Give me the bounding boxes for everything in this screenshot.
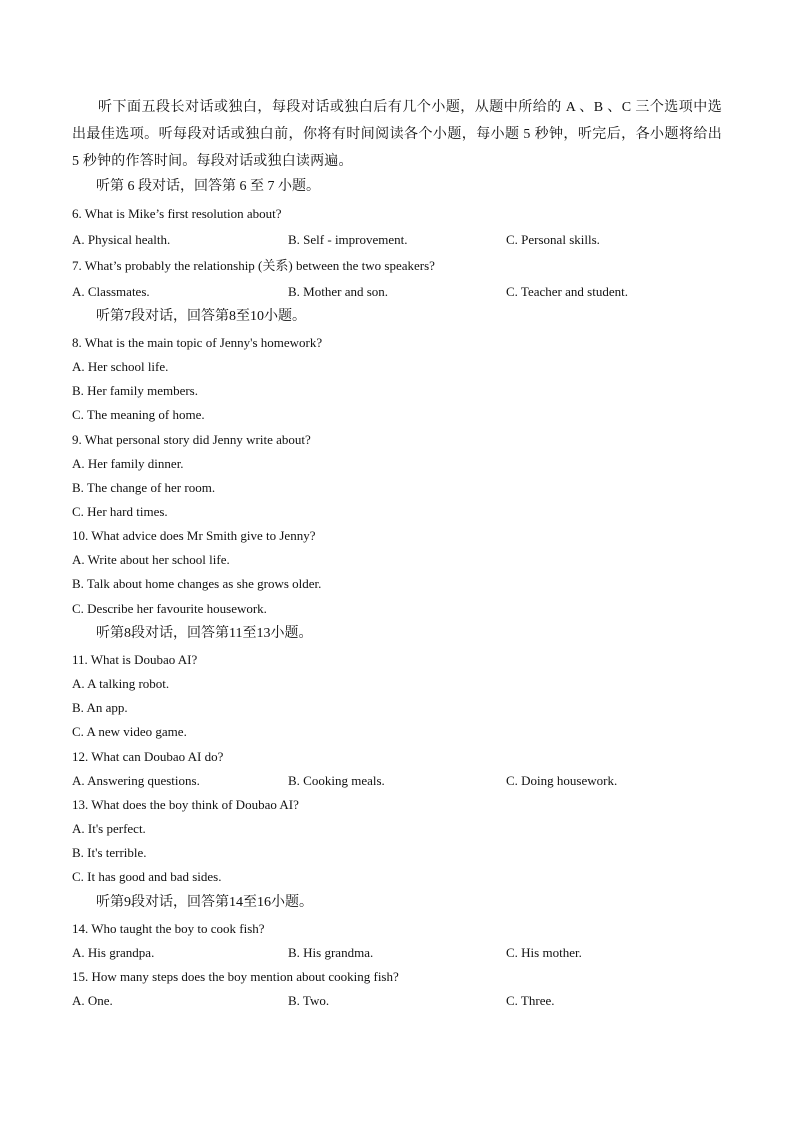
question-6-option-b: B. Self - improvement. (288, 232, 408, 247)
question-12-option-b: B. Cooking meals. (288, 773, 385, 788)
question-10-option-b: B. Talk about home changes as she grows older. (72, 576, 322, 591)
question-9-option-b: B. The change of her room. (72, 480, 216, 495)
question-13-option-b: B. It's terrible. (72, 845, 147, 860)
question-13-option-a: A. It's perfect. (72, 821, 146, 836)
question-8-stem: 8. What is the main topic of Jenny's homework? (72, 335, 323, 350)
question-14-option-c: C. His mother. (506, 945, 582, 960)
question-13-option-c: C. It has good and bad sides. (72, 869, 222, 884)
question-13-stem: 13. What does the boy think of Doubao AI? (72, 797, 299, 812)
question-9-option-c: C. Her hard times. (72, 504, 168, 519)
question-7-stem: 7. What’s probably the relationship (关系) between the two speakers? (72, 258, 435, 273)
question-12-option-c: C. Doing housework. (506, 773, 618, 788)
question-10-option-a: A. Write about her school life. (72, 552, 230, 567)
question-15-stem: 15. How many steps does the boy mention about cooking fish? (72, 969, 399, 984)
question-14-stem: 14. Who taught the boy to cook fish? (72, 921, 265, 936)
section-9-instruction: 听第9段对话，回答第14至16小题。 (96, 895, 313, 910)
question-9-option-a: A. Her family dinner. (72, 456, 184, 471)
question-10-stem: 10. What advice does Mr Smith give to Jenny? (72, 528, 316, 543)
question-10-option-c: C. Describe her favourite housework. (72, 601, 267, 616)
question-8-option-b: B. Her family members. (72, 383, 198, 398)
question-11-option-b: B. An app. (72, 700, 128, 715)
question-7-option-b: B. Mother and son. (288, 284, 389, 299)
question-12-option-a: A. Answering questions. (72, 773, 200, 788)
question-11-stem: 11. What is Doubao AI? (72, 652, 198, 667)
question-7-option-a: A. Classmates. (72, 284, 150, 299)
question-6-stem: 6. What is Mike’s first resolution about? (72, 206, 282, 221)
question-9-stem: 9. What personal story did Jenny write about? (72, 432, 311, 447)
question-6-option-c: C. Personal skills. (506, 232, 600, 247)
question-15-option-a: A. One. (72, 993, 113, 1008)
section-6-instruction: 听第 6 段对话，回答第 6 至 7 小题。 (96, 179, 320, 194)
question-6-option-a: A. Physical health. (72, 232, 171, 247)
section-8-instruction: 听第8段对话，回答第11至13小题。 (96, 626, 313, 641)
question-11-option-a: A. A talking robot. (72, 676, 170, 691)
section-7-instruction: 听第7段对话，回答第8至10小题。 (96, 309, 306, 324)
question-12-stem: 12. What can Doubao AI do? (72, 749, 224, 764)
question-15-option-c: C. Three. (506, 993, 555, 1008)
question-15-option-b: B. Two. (288, 993, 330, 1008)
listening-instructions: 听下面五段长对话或独白，每段对话或独白后有几个小题，从题中所给的 A 、B 、C 三个选项中选出最佳选项。听每段对话或独白前，你将有时间阅读各个小题，每小题 5 秒钟，听完后，各小题将给出 5 秒钟的作答时间。每段对话或独白读两遍。 (72, 100, 722, 169)
question-11-option-c: C. A new video game. (72, 724, 187, 739)
question-14-option-a: A. His grandpa. (72, 945, 155, 960)
question-8-option-c: C. The meaning of home. (72, 407, 205, 422)
question-8-option-a: A. Her school life. (72, 359, 169, 374)
question-14-option-b: B. His grandma. (288, 945, 374, 960)
question-7-option-c: C. Teacher and student. (506, 284, 628, 299)
